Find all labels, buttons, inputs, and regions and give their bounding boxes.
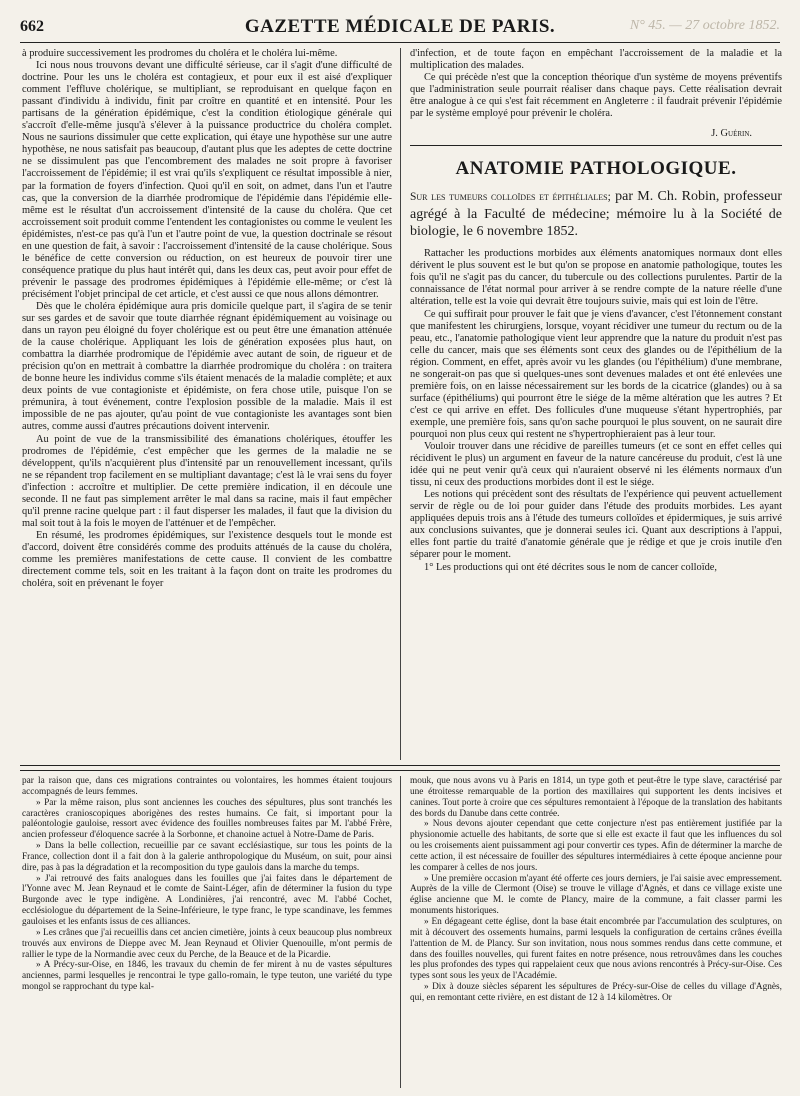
issue-stamp: N° 45. — 27 octobre 1852. <box>629 18 780 33</box>
page-header <box>20 14 780 43</box>
paragraph: d'infection, et de toute façon en empêchant l'accroissement de la maladie et la multiplication des malades. <box>410 48 782 72</box>
right-column <box>410 48 782 760</box>
section-title: ANATOMIE PATHOLOGIQUE. <box>455 158 737 180</box>
paragraph: » Une première occasion m'ayant été offerte ces jours derniers, je l'ai saisie avec empressement. Auprès de la ville de Clermont (Oise) se trouve le village d'Agnès, et dans ce village existe une église ancienne que M. le comte de Plancy, maire de la commune, a fait classer parmi les monuments historiques. <box>410 873 782 917</box>
journal-title: GAZETTE MÉDICALE DE PARIS. <box>244 16 556 37</box>
paragraph: par la raison que, dans ces migrations contraintes ou volontaires, les hommes étaient toujours accompagnés de leurs femmes. <box>22 776 392 797</box>
paragraph: » Nous devons ajouter cependant que cette conjecture n'est pas entièrement justifiée par la physionomie actuelle des habitants, de sorte que si elle est exacte il faut que les influences du sol ou les croisements aient puissamment agi pour convertir ces types. Afin de déterminer la marche de cette action, il est nécessaire de fouiller des sépultures intermédiaires à cette époque ancienne pour les comparer à celles de nos jours. <box>410 819 782 873</box>
paragraph: mouk, que nous avons vu à Paris en 1814, un type goth et peut-être le type slave, caractérisé par une étroitesse remarquable de la portion des maxillaires qui supportent les dents incisives et canines. Tout porte à croire que ces sépultures remontaient à l'époque de la translation des habitants des bords du Danube dans cette contrée. <box>410 776 782 819</box>
left-column <box>22 48 392 760</box>
paragraph: à produire successivement les prodromes du choléra et le choléra lui-même. <box>22 48 338 59</box>
author-signature: J. Guérin. <box>711 128 752 140</box>
lead-rest: par M. Ch. Robin, professeur agrégé à la Faculté de médecine; mémoire lu à la Société de biologie, le 6 novembre 1852. <box>410 189 782 240</box>
page-number: 662 <box>20 18 44 35</box>
paragraph: » Dix à douze siècles séparent les sépultures de Précy-sur-Oise de celles du village d'Agnès, qui, en remontant cette rivière, en est distant de 12 à 14 kilomètres. Or <box>410 982 782 1003</box>
lead-smallcaps: Sur les tumeurs colloïdes et épithéliales; <box>410 191 611 204</box>
paragraph: Ici nous nous trouvons devant une difficulté sérieuse, car il s'agit d'une difficulté de doctrine. Pour les uns le choléra est contagieux, et pour eux il est aisé d'expliquer comment l'effluve cholérique, se multipliant, se reproduisant en quelque façon en passant d'individu à individu, finit par croître en quantité et en intensité. Pour les partisans de la génération épidémique, c'est la condition étiologique générale qui s'accroît d'elle-même jusqu'à s'élever à la puissance productrice du choléra complet. Nous ne saurions dissimuler que cette explication, qui étaye une hypothèse sur une autre hypothèse, ne nous satisfait pas beaucoup, d'autant plus que les adeptes de cette doctrine ne se dissimulent pas que l'encombrement des malades ne soit propre à favoriser l'accroissement de l'épidémie; il est vrai qu'ils s'expliquent ce résultat impossible à nier, par la formation de foyers d'infection. Quoi qu'il en soit, on admet, dans l'un et l'autre cas, que la conversion de la diarrhée prodromique de l'épidémie dans l'épidémie elle-même est le résultat d'un accroissement d'intensité de la cause du choléra. Que cet accroissement soit produit comme l'entendent les contagionistes ou comme le veulent les épidémistes, n'est-ce pas qu'à l'un et l'autre point de vue, la question doctrinale se résout en une question de fait, à savoir : l'accroissement d'intensité de la cause cholérique. Sous le bénéfice de cette conversion ou réduction, on est heureux de pouvoir tirer une conséquence pratique du plus haut intérêt qui, dans les deux cas, peut avoir pour effet de prévenir le passage des prodromes épidémiques à l'épidémie elle-même; or c'est là précisément l'objet principal de cet article, et c'est aussi ce que nous allons démontrer. <box>22 60 392 300</box>
lower-left-column <box>22 776 392 1088</box>
feuilleton-divider <box>20 765 780 771</box>
paragraph: » Dans la belle collection, recueillie par ce savant ecclésiastique, sur tous les points de la France, collection dont il a fait don à la galerie anthropologique du Muséum, on suit, pour ainsi dire, pas à pas la dégradation et la recomposition du type gaulois dans la marche du temps. <box>22 841 392 873</box>
paragraph: En résumé, les prodromes épidémiques, sur l'existence desquels tout le monde est d'accord, doivent être considérés comme des produits atténués de la cause du choléra, comme les premières manifestations de cette cause. Il convient de les combattre directement comme tels, soit en les traitant à la façon dont on traite les prodromes du choléra, soit en prévenant le foyer <box>22 529 392 590</box>
paragraph: Ce qui suffirait pour prouver le fait que je viens d'avancer, c'est l'étonnement constant que manifestent les chirurgiens, lorsque, voyant récidiver une tumeur du rectum ou de la peau, etc., l'anatomie pathologique vient leur apprendre que la nature du produit n'est pas celle du cancer, mais que ses éléments sont ceux des glandes ou de l'épithélium de la région. Comment, en effet, après avoir vu les glandes (ou l'épithélium) d'une membrane, ne songerait-on pas que si quelques-unes sont devenues malades et ont été enlevées une première fois, on en laisse nécessairement sur les bords de la cicatrice (glandes) ou à sa surface (épithéliums) qui pourront être le siége de la même altération que les autres ? Et c'est ce qui arrive en effet. Des follicules d'une muqueuse s'étant hypertrophiés, par exemple, une première fois, sans qu'on sache pourquoi le plus souvent, on ne saurait dire pourquoi non plus ceux qui restent ne s'hypertrophieraient pas à leur tour. <box>410 308 782 440</box>
paragraph: » En dégageant cette église, dont la base était encombrée par l'accumulation des sculptures, on mit à découvert des ossements humains, parmi lesquels la configuration de certains crânes éveilla l'attention de M. de Plancy. Sur son invitation, nous nous sommes rendus dans cette commune, et dans des fouilles nouvelles, qui furent faites en notre présence, nous retrouvâmes dans les couches les plus profondes des types qui rappelaient ceux que nous avions rencontrés à Précy-sur-Oise. Ces types sont sous les yeux de l'Académie. <box>410 916 782 982</box>
column-rule <box>400 48 401 760</box>
paragraph: Vouloir trouver dans une récidive de pareilles tumeurs (et ce sont en effet celles qui récidivent le plus) un argument en faveur de la nature cancéreuse du produit, c'est là une idée qui ne peut venir qu'à ceux qui n'auraient observé ni les éléments normaux d'un tissu, ni ceux des productions morbides dont il est le siége. <box>410 441 782 489</box>
paragraph: » J'ai retrouvé des faits analogues dans les fouilles que j'ai faites dans le département de l'Yonne avec M. Jean Reynaud et le comte de Saint-Léger, afin de déterminer la fusion du type Burgonde avec le type indigène. A Londinières, j'ai rencontré, avec M. l'abbé Cochet, ecclésiologue du département de la Seine-Inférieure, le type franc, le type scandinave, les femmes gauloises et les enfants issus de ces alliances. <box>22 873 392 927</box>
paragraph: » Les crânes que j'ai recueillis dans cet ancien cimetière, joints à ceux beaucoup plus nombreux trouvés aux environs de Dieppe avec M. Jean Reynaud et Olivier Quenouille, m'ont permis de rallier le type de la Normandie avec ceux du Perche, de la Beauce et de la Picardie. <box>22 927 392 960</box>
paragraph: Ce qui précède n'est que la conception théorique d'un système de moyens préventifs que l'administration seule pourrait réaliser dans chaque pays. Cette réalisation devrait être analogue à ce qui s'est fait récemment en Angleterre : il faudrait prévenir l'épidémie par le système employé pour prévenir le choléra. <box>410 72 782 120</box>
paragraph: Au point de vue de la transmissibilité des émanations cholériques, étouffer les prodromes de l'épidémie, c'est empêcher que les germes de la maladie ne se développent, qu'ils n'acquièrent plus d'intensité par un renouvellement incessant, qu'ils ne se répandent trop facilement en se multipliant davantage; c'est là le vrai sens du foyer d'infection : accroître et multiplier. De cette première indication, il en découle une seconde. Il ne faut pas simplement arrêter le mal dans sa racine, mais il faut empêcher qu'il prenne racine quelque part : il faut disperser les malades, il faut que la division du mal soit tout à la fois le moyen de l'atténuer et de l'empêcher. <box>22 433 392 529</box>
paragraph: Dès que le choléra épidémique aura pris domicile quelque part, il s'agira de se tenir sur ses gardes et de savoir que toute diarrhée régnant épidémiquement au voisinage ou dans un rayon peu éloigné du foyer cholérique est ou peut être une émanation atténuée de la cause cholérique. Appliquant les lois de génération exposées plus haut, on combattra la diarrhée prodromique de l'épidémie avec autant de soin, de rigueur et de précision qu'on en mettrait à combattre la diarrhée prodromique du choléra : on traitera de bonne heure les individus comme s'ils étaient menacés de la maladie complète; et aux deux points de vue contagioniste et épidémiste, on fera chose utile, puisque l'on se prémunira, à tout événement, contre l'explosion possible de la maladie. Mais il est impossible de ne pas ajouter, qu'au point de vue contagioniste les avantages sont bien autres, comme aussi d'autres précautions doivent intervenir. <box>22 300 392 433</box>
article-lead <box>410 188 782 240</box>
paragraph: Rattacher les productions morbides aux éléments anatomiques normaux dont elles dérivent le plus souvent est le but qu'on se propose en anatomie pathologique, toutes les fois qu'il ne s'agit pas du cancer, du tubercule ou des collections purulentes. Partir de la connaissance de l'état normal pour arriver à se rendre compte de la nature réelle d'une altération, telle est la voie qui devrait être toujours suivie, mais qui est loin de l'être. <box>410 248 782 308</box>
section-divider <box>410 145 782 146</box>
paragraph: Les notions qui précèdent sont des résultats de l'expérience qui peuvent actuellement servir de règle ou de loi pour guider dans l'étude des produits morbides. Les ayant appliquées depuis trois ans à l'étude des tumeurs colloïdes et épidermiques, je suis arrivé aux conclusions suivantes, que je donnerai seules ici. Quant aux descriptions à l'appui, elles font partie du traité d'anatomie générale que je rédige et que je crois inutile d'en séparer pour le moment. <box>410 489 782 561</box>
paragraph: » Par la même raison, plus sont anciennes les couches des sépultures, plus sont tranchés les caractères cranioscopiques aborigènes des restes humains. Ce fait, si important pour la paléontologie gauloise, ressort avec évidence des fouilles nombreuses faites par M. l'abbé Frère, ancien professeur d'éloquence sacrée à la Sorbonne, et chanoine actuel à Notre-Dame de Paris. <box>22 797 392 841</box>
paragraph: 1° Les productions qui ont été décrites sous le nom de cancer colloïde, <box>424 561 717 573</box>
column-rule <box>400 776 401 1088</box>
lower-right-column <box>410 776 782 1088</box>
paragraph: » A Précy-sur-Oise, en 1846, les travaux du chemin de fer mirent à nu de vastes sépultures anciennes, parmi lesquelles je rencontrai le type gallo-romain, le type teuton, une variété du type mongol se rapprochant du type kal- <box>22 960 392 993</box>
